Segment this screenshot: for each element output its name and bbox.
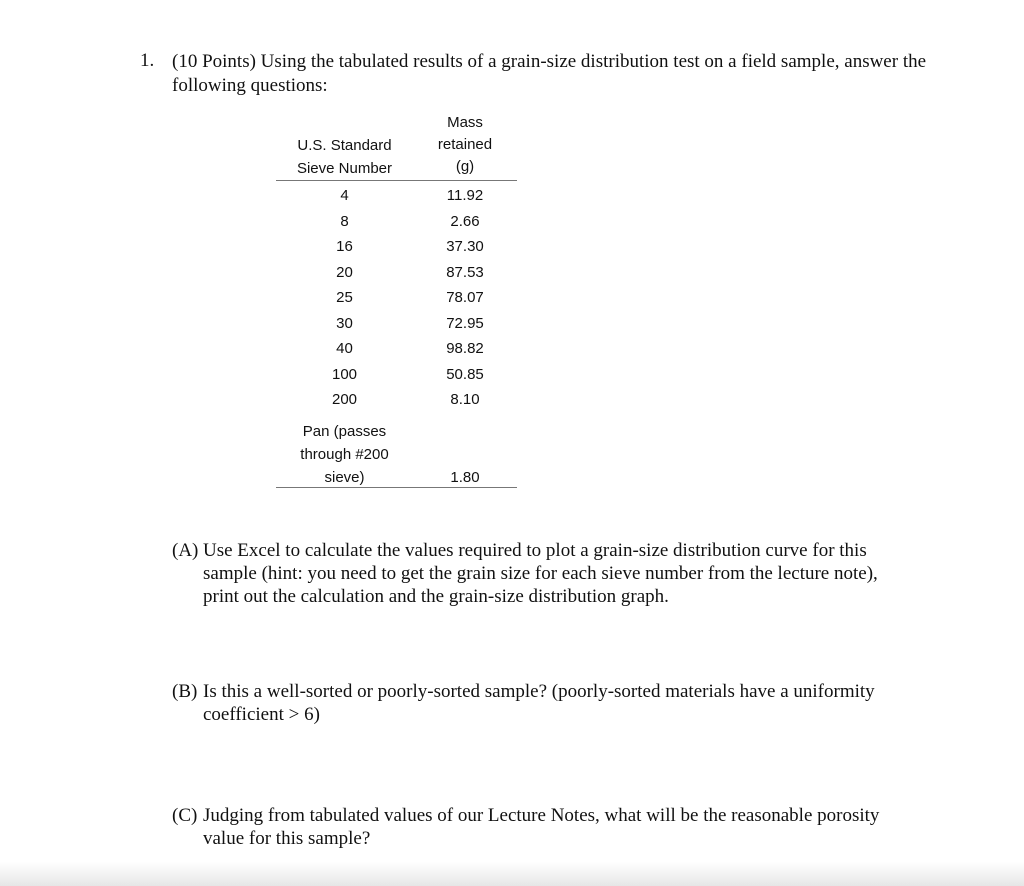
part-label: (B)	[172, 681, 198, 702]
sieve-cell: 16	[336, 238, 353, 255]
table-body	[276, 183, 517, 413]
mass-cell: 78.07	[446, 289, 484, 306]
part-b	[172, 680, 892, 726]
table-row	[276, 362, 517, 388]
table-row	[276, 260, 517, 286]
table-row	[276, 209, 517, 235]
sieve-cell: 25	[336, 289, 353, 306]
table-row	[276, 336, 517, 362]
table-row	[276, 234, 517, 260]
question-number: 1.	[140, 50, 155, 71]
part-label: (C)	[172, 805, 198, 826]
sieve-cell: 8	[340, 212, 349, 230]
pan-mass-cell: 1.80	[450, 469, 480, 486]
header-line: Mass	[447, 114, 483, 131]
part-c	[172, 804, 892, 850]
mass-cell: 2.66	[450, 212, 480, 230]
part-text: Use Excel to calculate the values required to plot a grain-size distribution curve for this sample (hint: you need to get the grain size for each sieve number from the lecture note), print out the calculation and the grain-size distribution graph.	[203, 540, 878, 607]
sieve-cell: 200	[331, 391, 358, 408]
sieve-cell: 100	[331, 365, 358, 383]
pan-row	[276, 420, 517, 486]
header-line: (g)	[455, 158, 475, 175]
sieve-cell: 20	[336, 263, 353, 281]
header-line: U.S. Standard	[297, 137, 392, 154]
pan-label-line: Pan (passes	[302, 423, 387, 440]
pan-label	[276, 420, 413, 489]
mass-cell: 37.30	[446, 238, 484, 255]
part-a	[172, 539, 892, 608]
pan-label-line: through #200	[300, 446, 389, 463]
bottom-rule	[276, 487, 517, 488]
sieve-cell: 40	[336, 340, 353, 357]
table-row	[276, 311, 517, 337]
mass-cell: 98.82	[446, 340, 484, 357]
mass-cell: 87.53	[446, 263, 484, 281]
mass-cell: 8.10	[450, 391, 480, 408]
mass-cell: 11.92	[446, 187, 484, 204]
part-text: Is this a well-sorted or poorly-sorted sample? (poorly-sorted materials have a uniformity coefficient > 6)	[203, 681, 875, 725]
part-text: Judging from tabulated values of our Lecture Notes, what will be the reasonable porosity value for this sample?	[203, 805, 880, 849]
header-rule	[276, 180, 517, 181]
mass-cell: 50.85	[446, 365, 484, 383]
sieve-number-header	[276, 134, 413, 180]
mass-cell: 72.95	[446, 314, 484, 332]
header-line: retained	[437, 136, 493, 153]
mass-retained-header	[413, 112, 517, 178]
sieve-cell: 30	[336, 314, 353, 332]
pan-label-line: sieve)	[324, 469, 365, 486]
part-label: (A)	[172, 540, 199, 561]
viewer-bottom-edge	[0, 862, 1024, 886]
table-row	[276, 285, 517, 311]
table-row	[276, 387, 517, 413]
sieve-cell: 4	[340, 187, 349, 204]
header-line: Sieve Number	[296, 160, 393, 177]
table-row	[276, 183, 517, 209]
question-text: (10 Points) Using the tabulated results of a grain-size distribution test on a field sample, answer the following questions:	[172, 51, 927, 96]
